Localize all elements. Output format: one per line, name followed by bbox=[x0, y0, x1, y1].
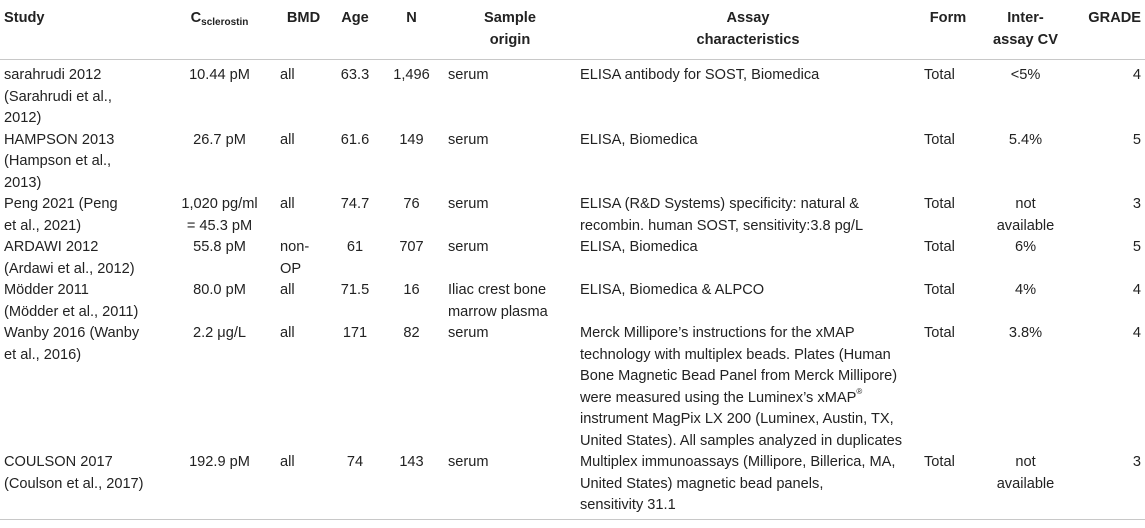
cell-bmd: non- OP bbox=[280, 239, 310, 277]
cell-form: Total bbox=[924, 282, 955, 298]
cell-assay: ELISA (R&D Systems) specificity: natural & recombin. human SOST, sensitivity:3.8 pg/L bbox=[580, 196, 864, 234]
cell-bmd: all bbox=[280, 325, 295, 341]
cell-n: 16 bbox=[403, 282, 420, 298]
cell-n: 707 bbox=[399, 239, 424, 255]
cell-n: 76 bbox=[403, 196, 420, 212]
header-study: Study bbox=[0, 0, 163, 60]
cell-n: 149 bbox=[399, 131, 424, 148]
cell-study: HAMPSON 2013 (Hampson et al., 2013) bbox=[4, 131, 115, 191]
cell-bmd: all bbox=[280, 282, 295, 298]
cell-c-sclerostin: 1,020 pg/ml = 45.3 pM bbox=[181, 196, 258, 234]
cell-cv: not available bbox=[976, 452, 1075, 519]
cell-c-sclerostin: 80.0 pM bbox=[193, 282, 246, 298]
cell-age: 61 bbox=[346, 239, 364, 255]
header-age: Age bbox=[331, 0, 379, 60]
cell-sample-origin: serum bbox=[448, 325, 489, 341]
cell-n: 143 bbox=[379, 452, 444, 519]
cell-sample-origin: serum bbox=[448, 196, 489, 212]
cell-study: Peng 2021 (Peng et al., 2021) bbox=[4, 196, 118, 234]
cell-form: Total bbox=[924, 196, 955, 212]
cell-age: 61.6 bbox=[340, 131, 370, 148]
header-row bbox=[0, 0, 1145, 60]
cell-grade: 3 bbox=[1075, 452, 1145, 519]
cell-study: ARDAWI 2012 (Ardawi et al., 2012) bbox=[4, 239, 135, 277]
cell-cv: 3.8% bbox=[1008, 325, 1043, 341]
cell-form: Total bbox=[924, 325, 955, 341]
cell-assay: Merck Millipore’s instructions for the xMAP technology with multiplex beads. Plates (Human Bone Magnetic Bead Panel from Merck Millipore) were measured using the Luminex’s xMAP® instrument MagPix LX 200 (Luminex, Austin, TX, United States). All samples analyzed in duplicates bbox=[580, 325, 903, 449]
cell-assay: Multiplex immunoassays (Millipore, Billerica, MA, United States) magnetic bead panels, sensitivity 31.1 bbox=[576, 452, 920, 519]
cell-grade: 5 bbox=[1132, 131, 1141, 148]
header-bmd: BMD bbox=[276, 0, 331, 60]
cell-c-sclerostin: 10.44 pM bbox=[189, 67, 250, 83]
header-assay-characteristics: Assay characteristics bbox=[576, 0, 920, 60]
table-row bbox=[0, 60, 1145, 130]
cell-study: Wanby 2016 (Wanby et al., 2016) bbox=[4, 325, 140, 363]
table-row bbox=[0, 280, 1145, 323]
table-row bbox=[0, 323, 1145, 452]
cell-c-sclerostin: 26.7 pM bbox=[193, 131, 246, 148]
header-form: Form bbox=[920, 0, 976, 60]
cell-assay: ELISA, Biomedica & ALPCO bbox=[580, 282, 765, 298]
cell-assay: ELISA antibody for SOST, Biomedica bbox=[580, 67, 820, 83]
cell-c-sclerostin: 2.2 μg/L bbox=[192, 325, 247, 341]
cell-grade: 3 bbox=[1132, 196, 1141, 212]
cell-assay: ELISA, Biomedica bbox=[580, 131, 698, 148]
cell-n: 82 bbox=[403, 325, 420, 341]
cell-cv: <5% bbox=[1010, 67, 1041, 83]
cell-age: 71.5 bbox=[340, 282, 370, 298]
cell-c-sclerostin: 192.9 pM bbox=[163, 452, 276, 519]
cell-study: COULSON 2017 (Coulson et al., 2017) bbox=[0, 452, 163, 519]
cell-grade: 4 bbox=[1132, 282, 1141, 298]
table-row bbox=[0, 452, 1145, 519]
cell-cv: 5.4% bbox=[1008, 131, 1043, 148]
cell-cv: not available bbox=[996, 196, 1055, 234]
cell-sample-origin: serum bbox=[444, 452, 576, 519]
header-inter-assay-cv: Inter- assay CV bbox=[976, 0, 1075, 60]
cell-cv: 4% bbox=[1014, 282, 1037, 298]
cell-age: 74.7 bbox=[340, 196, 370, 212]
registered-mark: ® bbox=[856, 386, 863, 396]
cell-age: 63.3 bbox=[340, 67, 370, 83]
cell-study: sarahrudi 2012 (Sarahrudi et al., 2012) bbox=[4, 67, 112, 126]
cell-sample-origin: Iliac crest bone marrow plasma bbox=[448, 282, 548, 320]
header-c-sclerostin: $C_{sclerostin}$ bbox=[163, 0, 276, 60]
header-grade: GRADE bbox=[1075, 0, 1145, 60]
table-row bbox=[0, 237, 1145, 280]
cell-bmd: all bbox=[280, 196, 295, 212]
cell-grade: 4 bbox=[1132, 325, 1141, 341]
cell-form: Total bbox=[920, 452, 976, 519]
header-n: N bbox=[379, 0, 444, 60]
cell-sample-origin: serum bbox=[448, 239, 489, 255]
cell-form: Total bbox=[924, 131, 955, 148]
cell-age: 171 bbox=[342, 325, 368, 341]
cell-bmd: all bbox=[280, 67, 295, 83]
cell-cv: 6% bbox=[1014, 239, 1037, 255]
cell-c-sclerostin: 55.8 pM bbox=[193, 239, 246, 255]
cell-form: Total bbox=[924, 239, 955, 255]
cell-study: Mödder 2011 (Mödder et al., 2011) bbox=[4, 282, 139, 320]
table-row bbox=[0, 194, 1145, 237]
cell-bmd: all bbox=[280, 131, 295, 148]
table-row bbox=[0, 130, 1145, 195]
cell-age: 74 bbox=[331, 452, 379, 519]
cell-form: Total bbox=[924, 67, 955, 83]
cell-sample-origin: serum bbox=[448, 131, 489, 148]
cell-grade: 4 bbox=[1132, 67, 1141, 83]
cell-sample-origin: serum bbox=[448, 67, 489, 83]
cell-assay: ELISA, Biomedica bbox=[580, 239, 698, 255]
header-sample-origin: Sample origin bbox=[444, 0, 576, 60]
cell-n: 1,496 bbox=[393, 67, 430, 83]
cell-grade: 5 bbox=[1132, 239, 1141, 255]
cell-bmd: all bbox=[276, 452, 331, 519]
